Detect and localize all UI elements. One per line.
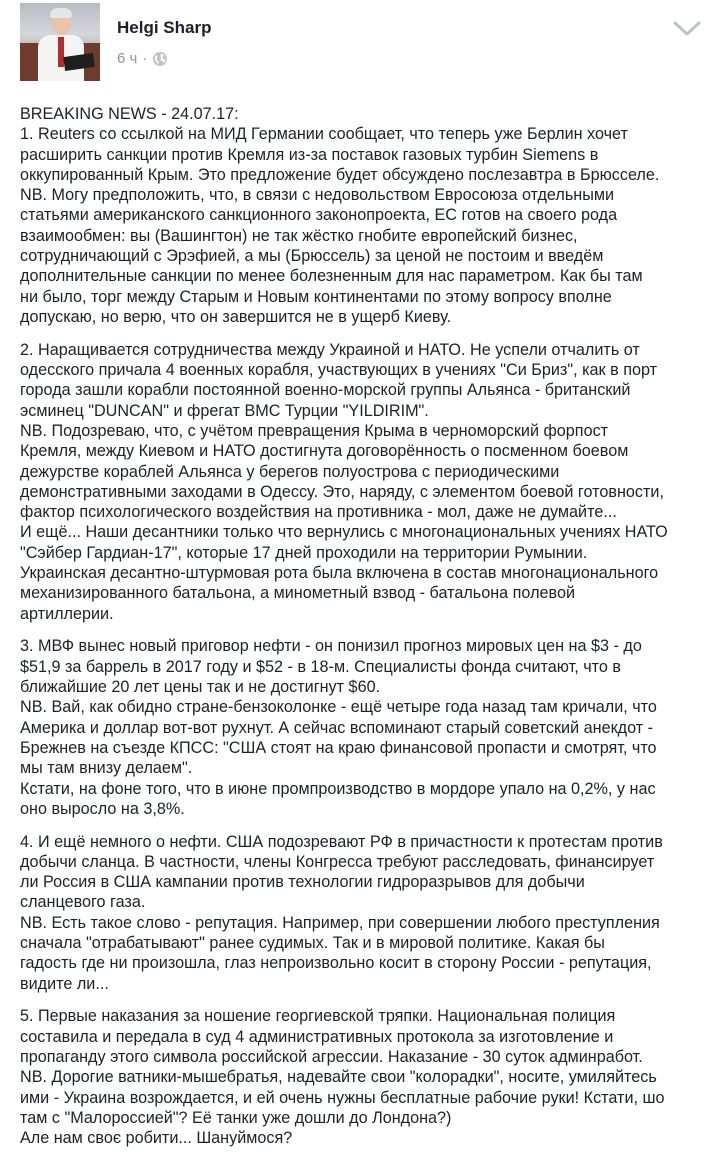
chevron-down-icon[interactable] [672, 20, 702, 38]
post-line: 5. Первые наказания за ношение георгиевской тряпки. Национальная полиция [20, 1007, 616, 1026]
post-line: Брежнев на съезде КПСС: "США стоят на краю финансовой пропасти и смотрят, что [20, 738, 657, 757]
post-line: оно выросло на 3,8%. [20, 799, 185, 818]
post-line: "Сэйбер Гардиан-17", которые 17 дней проходили на территории Румынии. [20, 543, 588, 562]
post-paragraph-4 [20, 832, 710, 994]
post-line: NB. Дорогие ватники-мышебратья, надевайте свои "колорадки", носите, умиляйтесь [20, 1068, 657, 1087]
post-line: мы там внизу делаем". [20, 759, 193, 778]
post-line: ими - Украина возрождается, и ей очень нужны бесплатные рабочие руки! Кстати, шо [20, 1088, 665, 1107]
post-line: города зашли корабли постоянной военно-морской группы Альянса - британский [20, 381, 631, 400]
post-line: BREAKING NEWS - 24.07.17: [20, 105, 239, 123]
post-line: дежурстве кораблей Альянса у берегов полуострова с периодическими [20, 462, 560, 481]
post-line: гадость где ни произошла, глаз непроизвольно косит в сторону России - репутация, [20, 954, 652, 973]
post-line: сначала "отрабатывают" ранее судимых. Так и в мировой политике. Какая бы [20, 934, 605, 953]
post-line: NB. Есть такое слово - репутация. Например, при совершении любого преступления [20, 913, 660, 932]
post-line: ближайшие 20 лет цены так и не достигнут $60. [20, 678, 381, 697]
meta-separator: · [142, 50, 148, 67]
post-line: NB. Вай, как обидно стране-бензоколонке - ещё четыре года назад там кричали, что [20, 698, 657, 717]
post-line: демонстративными заходами в Одессу. Это, наряду, с элементом боевой готовности, [20, 482, 664, 501]
post-line: пропаганду этого символа российской агрессии. Наказание - 30 суток админработ. [20, 1048, 643, 1067]
post-line: артиллерии. [20, 604, 114, 623]
post-line: Кремля, между Киевом и НАТО достигнута договорённость о посменном боевом [20, 442, 629, 461]
post-line: одесского причала 4 военных корабля, участвующих в учениях "Си Бриз", как в порт [20, 361, 658, 380]
post-line: дополнительные санкции по менее болезненным для нас параметром. Как бы там [20, 267, 643, 286]
post-line: Украинская десантно-штурмовая рота была включена в состав многонационального [20, 564, 659, 583]
post-line: статьями американского санкционного законопроекта, ЕС готов на своего рода [20, 206, 618, 225]
post-text [20, 104, 710, 1161]
post-line: расширить санкции против Кремля из-за поставок газовых турбин Siemens в [20, 145, 599, 164]
post-line: Кстати, на фоне того, что в июне промпроизводство в мордоре упало на 0,2%, у нас [20, 779, 656, 798]
post-line: там с "Малороссией"? Её танки уже дошли до Лондона?) [20, 1108, 452, 1127]
post-line: составила и передала в суд 4 административных протокола за изготовление и [20, 1027, 614, 1046]
post-timestamp[interactable]: 6 ч [117, 50, 138, 67]
post-paragraph-5 [20, 1006, 710, 1148]
post-line: добычи сланца. В частности, члены Конгресса требуют расследовать, финансирует [20, 852, 655, 871]
post-line: 2. Наращивается сотрудничества между Украиной и НАТО. Не успели отчалить от [20, 340, 640, 359]
avatar[interactable] [20, 3, 100, 81]
post-meta [117, 50, 168, 67]
post-line: Але нам своє робити... Шануймося? [20, 1129, 293, 1148]
post-line: ни было, торг между Старым и Новым континентами по этому вопросу вполне [20, 287, 612, 306]
post-line: сланцевого газа. [20, 893, 146, 912]
post-line: сотрудничающий с Эрэфией, а мы (Брюссель) за ценой не постоим и введём [20, 247, 604, 266]
post-line: взаимообмен: вы (Вашингтон) не так жёстко гнобите европейский бизнес, [20, 226, 578, 245]
post-line: эсминец "DUNCAN" и фрегат ВМС Турции "YILDIRIM". [20, 401, 429, 420]
post-line: 3. МВФ вынес новый приговор нефти - он понизил прогноз мировых цен на $3 - до [20, 637, 642, 656]
post-line: допускаю, но верю, что он завершится не в ущерб Киеву. [20, 307, 452, 326]
globe-icon [152, 51, 168, 67]
post-paragraph-2 [20, 340, 710, 624]
post-line: Америка и доллар вот-вот рухнут. А сейчас вспоминают старый советский анекдот - [20, 718, 654, 737]
post-line: механизированного батальона, а минометный взвод - батальона полевой [20, 584, 575, 603]
post-header [0, 0, 720, 90]
post-paragraph-1 [20, 104, 710, 327]
post-line: $51,9 за баррель в 2017 году и $52 - в 18-м. Специалисты фонда считают, что в [20, 657, 621, 676]
post-line: ли Россия в США кампании против технологии гидроразрывов для добычи [20, 873, 585, 892]
post-line: 1. Reuters со ссылкой на МИД Германии сообщает, что теперь уже Берлин хочет [20, 125, 628, 144]
post-line: NB. Подозреваю, что, с учётом превращения Крыма в черноморский форпост [20, 421, 609, 440]
post-line: 4. И ещё немного о нефти. США подозревают РФ в причастности к протестам против [20, 832, 663, 851]
post-line: видите ли... [20, 974, 109, 993]
post-line: оккупированный Крым. Это предложение будет обсуждено послезавтра в Брюсселе. [20, 165, 660, 184]
post-paragraph-3 [20, 636, 710, 819]
post-line: NB. Могу предположить, что, в связи с недовольством Евросоюза отдельными [20, 186, 615, 205]
post-line: И ещё... Наши десантники только что вернулись с многонациональных учениях НАТО [20, 523, 668, 542]
author-name[interactable]: Helgi Sharp [117, 18, 212, 37]
post-line: фактор психологического воздействия на противника - мол, даже не думайте... [20, 503, 617, 522]
